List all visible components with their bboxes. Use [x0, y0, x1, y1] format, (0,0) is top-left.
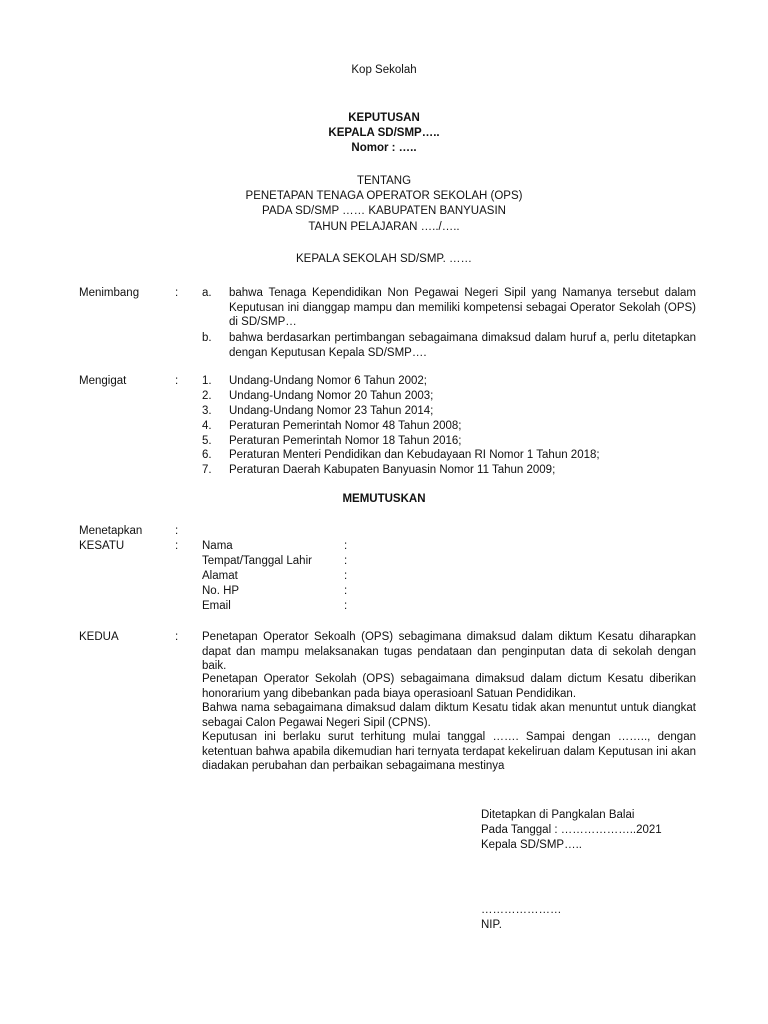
kedua-paragraph: Bahwa nama sebagaimana dimaksud dalam diktum Kesatu tidak akan menuntut untuk diangkat sebagai Calon Pegawai Negeri Sipil (CPNS).	[202, 702, 696, 729]
menetapkan-colon: :	[175, 525, 179, 537]
kedua-colon: :	[175, 631, 179, 643]
signature-nip: NIP.	[481, 919, 502, 931]
signature-place: Ditetapkan di Pangkalan Balai	[481, 809, 635, 821]
mengingat-mark: 6.	[202, 449, 212, 461]
kesatu-label: KESATU	[79, 540, 125, 552]
menimbang-label: Menimbang	[79, 287, 140, 299]
issuer-heading: KEPALA SEKOLAH SD/SMP. ……	[296, 253, 472, 265]
field-label-nama: Nama	[202, 540, 233, 552]
mengingat-mark: 5.	[202, 435, 212, 447]
signature-name-blank: …………………	[481, 904, 562, 916]
subject-line-1: PENETAPAN TENAGA OPERATOR SEKOLAH (OPS)	[245, 190, 523, 202]
mengingat-item: Undang-Undang Nomor 20 Tahun 2003;	[229, 390, 434, 402]
field-colon: :	[344, 555, 348, 567]
menimbang-item-a: bahwa Tenaga Kependidikan Non Pegawai Negeri Sipil yang Namanya tersebut dalam Keputusan ini dianggap mampu dan memiliki kompetensi sebagai Operator Sekolah (OPS) di SD/SMP…	[229, 287, 696, 329]
decree-issuer-title: KEPALA SD/SMP…..	[328, 127, 440, 139]
mengingat-mark: 7.	[202, 464, 212, 476]
menimbang-mark-a: a.	[202, 287, 212, 299]
mengingat-item: Peraturan Pemerintah Nomor 48 Tahun 2008;	[229, 420, 462, 432]
tentang-heading: TENTANG	[356, 175, 412, 187]
mengingat-mark: 2.	[202, 390, 212, 402]
kedua-paragraph: Penetapan Operator Sekoalh (OPS) sebagimana dimaksud dalam diktum Kesatu diharapkan dapat dan mampu melaksanakan tugas pendataan dan penginputan data di sekolah dengan baik.	[202, 631, 696, 673]
decree-number: Nomor : …..	[351, 142, 417, 154]
signature-role: Kepala SD/SMP…..	[481, 839, 582, 851]
mengingat-item: Peraturan Pemerintah Nomor 18 Tahun 2016;	[229, 435, 462, 447]
field-label-email: Email	[202, 600, 231, 612]
kedua-paragraph: Penetapan Operator Sekolah (OPS) sebagaimana dimaksud dalam dictum Kesatu diberikan honorarium yang dibebankan pada biaya operasioanl Satuan Pendidikan.	[202, 673, 696, 700]
signature-date: Pada Tanggal : ………………..2021	[481, 824, 662, 836]
mengingat-mark: 4.	[202, 420, 212, 432]
mengingat-item: Undang-Undang Nomor 23 Tahun 2014;	[229, 405, 434, 417]
mengingat-mark: 1.	[202, 375, 212, 387]
menimbang-mark-b: b.	[202, 332, 212, 344]
kesatu-colon: :	[175, 540, 179, 552]
field-label-tempat-tanggal-lahir: Tempat/Tanggal Lahir	[202, 555, 312, 567]
menimbang-colon: :	[175, 287, 179, 299]
mengingat-item: Undang-Undang Nomor 6 Tahun 2002;	[229, 375, 427, 387]
field-colon: :	[344, 540, 348, 552]
mengingat-colon: :	[175, 375, 179, 387]
subject-line-3: TAHUN PELAJARAN …../…..	[308, 221, 460, 233]
subject-line-2: PADA SD/SMP …… KABUPATEN BANYUASIN	[262, 205, 506, 217]
field-label-no-hp: No. HP	[202, 585, 240, 597]
memutuskan-heading: MEMUTUSKAN	[342, 493, 426, 505]
field-colon: :	[344, 600, 348, 612]
menimbang-item-b: bahwa berdasarkan pertimbangan sebagaimana dimaksud dalam huruf a, perlu ditetapkan dengan Keputusan Kepala SD/SMP….	[229, 332, 696, 359]
mengingat-item: Peraturan Daerah Kabupaten Banyuasin Nomor 11 Tahun 2009;	[229, 464, 556, 476]
mengingat-item: Peraturan Menteri Pendidikan dan Kebudayaan RI Nomor 1 Tahun 2018;	[229, 449, 600, 461]
decree-title: KEPUTUSAN	[348, 112, 420, 124]
field-colon: :	[344, 570, 348, 582]
field-label-alamat: Alamat	[202, 570, 238, 582]
field-colon: :	[344, 585, 348, 597]
mengingat-mark: 3.	[202, 405, 212, 417]
mengingat-label: Mengigat	[79, 375, 127, 387]
menetapkan-label: Menetapkan	[79, 525, 143, 537]
kedua-label: KEDUA	[79, 631, 119, 643]
kop-sekolah: Kop Sekolah	[351, 64, 417, 76]
kedua-paragraph: Keputusan ini berlaku surut terhitung mulai tanggal ……. Sampai dengan …….., dengan ketentuan bahwa apabila dikemudian hari ternyata terdapat kekeliruan dalam Keputusan ini akan diadakan perubahan dan perbaikan sebagaimana mestinya	[202, 731, 696, 773]
